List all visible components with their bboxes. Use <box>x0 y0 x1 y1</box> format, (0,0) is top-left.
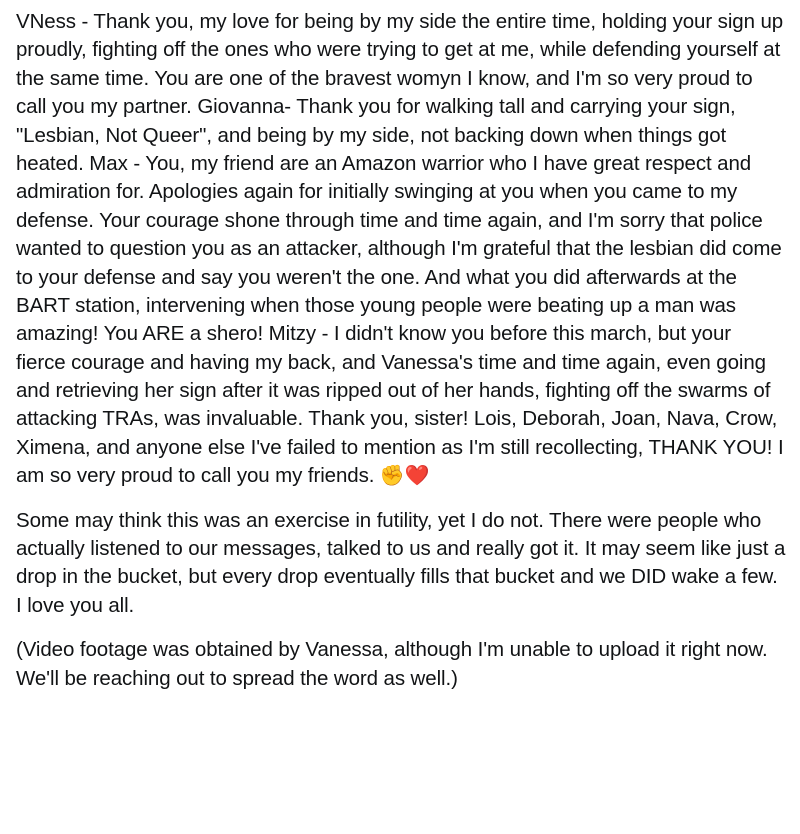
post-paragraph-2: Some may think this was an exercise in futility, yet I do not. There were people who actually listened to our messages, talked to us and really got it. It may seem like just a drop in the bucket, but every drop eventually fills that bucket and we DID wake a few. I love you all. <box>16 508 791 617</box>
post-paragraph-1 <box>16 8 790 491</box>
post-paragraph-3: (Video footage was obtained by Vanessa, although I'm unable to upload it right now. We'll be reaching out to spread the word as well.) <box>16 638 774 690</box>
post-paragraph-1-text: VNess - Thank you, my love for being by my side the entire time, holding your sign up proudly, fighting off the ones who were trying to get at me, while defending yourself at the same time. You are one of the bravest womyn I know, and I'm so very proud to call you my partner. Giovanna- Thank you for walking tall and carrying your sign, "Lesbian, Not Queer", and being by my side, not backing down when things got heated. Max - You, my friend are an Amazon warrior who I have great respect and admiration for. Apologies again for initially swinging at you when you came to my defense. Your courage shone through time and time again, and I'm sorry that police wanted to question you as an attacker, although I'm grateful that the lesbian did come to your defense and say you weren't the one. And what you did afterwards at the BART station, intervening when those young people were beating up a man was amazing! You ARE a shero! Mitzy - I didn't know you before this march, but your fierce courage and having my back, and Vanessa's time and time again, even going and retrieving her sign after it was ripped out of her hands, fighting off the swarms of attacking TRAs, was invaluable. Thank you, sister! Lois, Deborah, Joan, Nava, Crow, Ximena, and anyone else I've failed to mention as I'm still recollecting, THANK YOU! I am so very proud to call you my friends. <box>16 10 790 488</box>
red-heart-icon: ❤️ <box>404 463 430 488</box>
raised-fist-icon: ✊ <box>379 463 405 488</box>
